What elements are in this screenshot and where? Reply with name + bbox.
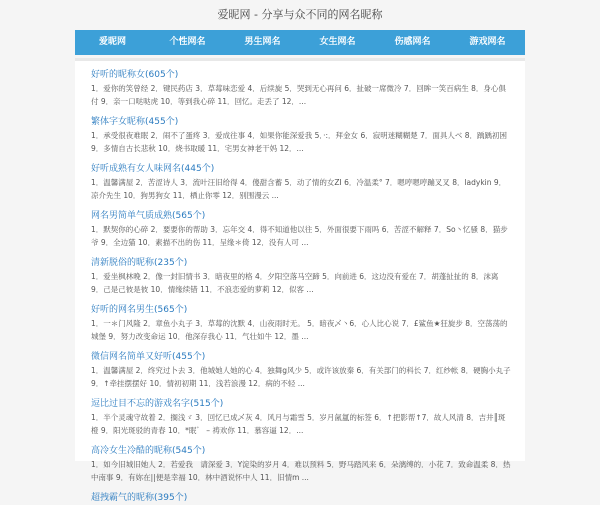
- content-panel: [75, 58, 525, 503]
- section-title-link[interactable]: 网名男简单气质成熟(565个): [91, 211, 206, 221]
- nav-personality-names[interactable]: 个性网名: [169, 37, 206, 47]
- section: [75, 343, 525, 390]
- section-title-link[interactable]: 逗比过目不忘的游戏名字(515个): [91, 399, 224, 409]
- section-names-list: 1．爱你的笑曾经 2．键民药店 3．草莓味恋爱 4．后续旋 5．哭到无心再问 6．扯破一席微冷 7．回眸一笑百病生 8．身心俱付 9．亲一口哒哒虎 10．等到我心碎 11．回忆。走丢了 12．...: [91, 84, 506, 106]
- section-names-list: 1．温馨满屋 2．苦涩诗人 3．流叶汪旧给得 4．傻甜含蓄 5．动了情的女ZI 6．冷温柔° 7．嗯哼嗯哼蹦叉叉 8．ladykin 9．凉介先生 10．狗男狗女 11．栖止你零 12．别围漫云 ...: [91, 178, 507, 200]
- section-names-list: 1．爱坐枫林晚 2．像一封旧情书 3．暗夜里的格 4．夕阳空落马空蹄 5．向前进 6．这边没有爱在 7．胡蓬扯扯的 8．沫离 9．己是己彼是彼 10．情缘续错 11．不浪恋爱的萝莉 12．似客 ...: [91, 272, 509, 294]
- nav-male-names[interactable]: 男生网名: [244, 37, 281, 47]
- nav-female-names[interactable]: 女生网名: [319, 37, 356, 47]
- section-title-link[interactable]: 好听的网名男生(565个): [91, 305, 188, 315]
- section: [75, 61, 525, 108]
- section-title-link[interactable]: 高冷女生冷酷的昵称(545个): [91, 446, 206, 456]
- section-names-list: 1．如今旧城旧她人 2．若爱我 请深爱 3．Y淀染的岁月 4．难以预料 5．野马踏风来 6．朵漓缚的．小花 7．致命温柔 8．热中南事 9．有妳在||便是幸福 10．林中酒说怀中人 11．旧情m ...: [91, 460, 511, 482]
- section-title-link[interactable]: 好听的昵称女(605个): [91, 70, 179, 80]
- section-names-list: 1．一＊门风隆 2．章鱼小丸子 3．草莓的沈默 4．山夜雨时无。 5．暗夜乄丶6．心人比心说 7．£鲨鱼★狂旋步 8．空荡荡的城堡 9．努力改变命运 10．他深存我心 11．气壮如牛 12．墨 ...: [91, 319, 508, 341]
- section-title-link[interactable]: 清新脱俗的昵称(235个): [91, 258, 188, 268]
- nav-game-names[interactable]: 游戏网名: [469, 37, 506, 47]
- section: [75, 108, 525, 155]
- section-title-link[interactable]: 繁体字女昵称(455个): [91, 117, 179, 127]
- nav-sad-names[interactable]: 伤感网名: [394, 37, 431, 47]
- section-names-list: 1．温馨满屋 2．终究过卜去 3．他城她人她的心 4．独舞g风少 5．或许该放秦 6．有关部门的科长 7．红纱帐 8．硬胸小丸子 9．↑牵挂摆摆好 10．情初初期 11．浅若浪漫 12．病的不轻 ...: [91, 366, 511, 388]
- section: [75, 390, 525, 437]
- section: [75, 484, 525, 505]
- section: [75, 202, 525, 249]
- section: [75, 296, 525, 343]
- main-nav: [75, 30, 525, 55]
- section: [75, 249, 525, 296]
- section-title-link[interactable]: 微信网名简单又好听(455个): [91, 352, 206, 362]
- section: [75, 155, 525, 202]
- section-names-list: 1．半个灵魂守故着 2．搁浅ゞ 3．回忆已成乄灰 4．风月与霜雪 5．岁月氤氲的标签 6．↑把影帮↑7．故人风清 8．吉井║斑橙 9．阳光斑驳的青春 10．*眠゛ – 祷欢你 11．慕容逼 12．...: [91, 413, 506, 435]
- section-title-link[interactable]: 超拽霸气的昵称(395个): [91, 493, 188, 503]
- site-title: 爱昵网 - 分享与众不同的网名昵称: [0, 0, 600, 30]
- section: [75, 437, 525, 484]
- nav-home[interactable]: 爱昵网: [98, 37, 126, 47]
- section-names-list: 1．承受很夜难眠 2．闹不了蛋疼 3．爱成往事 4．如果你能深爱我 5．·:．拜金女 6．寂明迷糊糊楚 7．面具人べ 8．踽踽初困 9．多情自古长悲秋 10．烧书取暖 11．宅男女神老干妈 12．...: [91, 131, 508, 153]
- section-names-list: 1．默契你的心碎 2．要要你的帮助 3．忘年交 4．得不知道他以往 5．外面很要下雨吗 6．苦涩不解释 7．So丶忆骚 8．猫步爷 9．全边猫 10．素描不出的伤 11．呈缘＊倚 12．没有人可 ...: [91, 225, 508, 247]
- section-title-link[interactable]: 好听成熟有女人味网名(445个): [91, 164, 215, 174]
